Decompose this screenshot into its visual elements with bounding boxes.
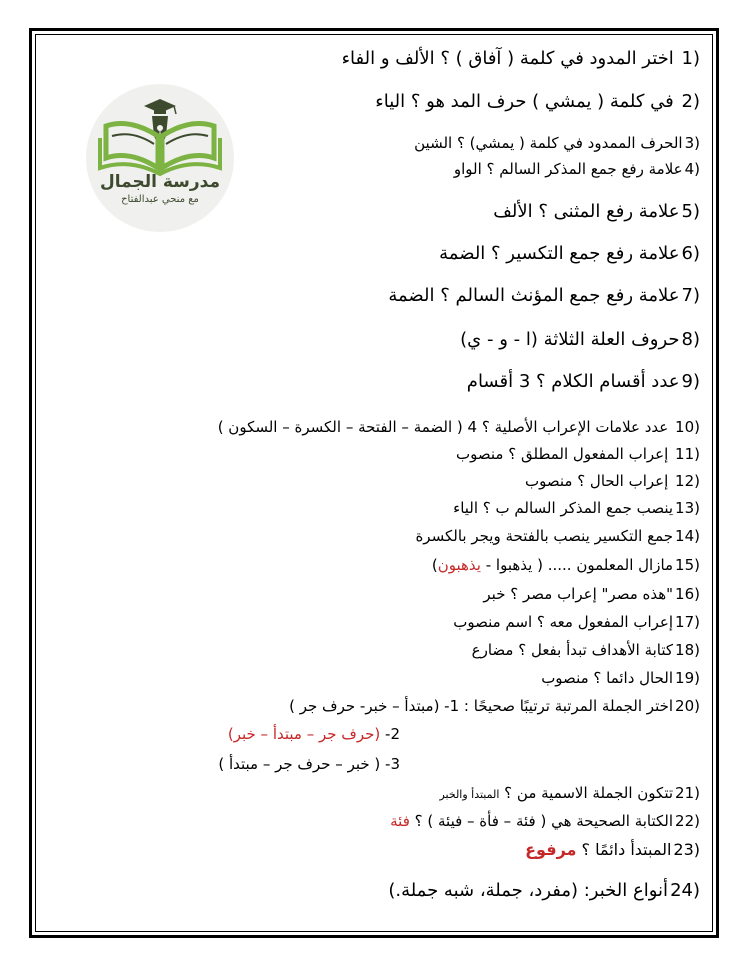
logo-subtitle: مع منحي عبدالفتاح [121, 194, 199, 205]
list-item: 5)علامة رفع المثنى ؟ الألف [493, 201, 700, 222]
list-item: 11) إعراب المفعول المطلق ؟ منصوب [456, 445, 700, 463]
list-item: 18)كتابة الأهداف تبدأ بفعل ؟ مضارع [471, 641, 700, 659]
list-item: 16)"هذه مصر" إعراب مصر ؟ خبر [483, 585, 700, 603]
list-item: 4)علامة رفع جمع المذكر السالم ؟ الواو [453, 160, 700, 178]
answer-text: المبتدأ والخبر [439, 788, 500, 801]
list-item: 2) في كلمة ( يمشي ) حرف المد هو ؟ الياء [375, 91, 700, 112]
list-item: 15)مازال المعلمون ..... ( يذهبوا - يذهبون) [431, 556, 700, 574]
list-item: 6)علامة رفع جمع التكسير ؟ الضمة [439, 243, 700, 264]
answer-text: (حرف جر – مبتدأ – خبر) [227, 725, 381, 743]
list-item-option: 3- ( خبر – حرف جر – مبتدأ ) [218, 755, 400, 773]
list-item: 10) عدد علامات الإعراب الأصلية ؟ 4 ( الضمة – الفتحة – الكسرة – السكون ) [217, 418, 700, 436]
list-item: 24)أنواع الخبر: (مفرد، جملة، شبه جملة.) [388, 880, 700, 901]
book-pen-icon [86, 84, 234, 232]
school-logo [86, 84, 234, 232]
answer-text: يذهبون [437, 556, 481, 574]
list-item: 9)عدد أقسام الكلام ؟ 3 أقسام [466, 371, 700, 392]
list-item: 22)الكتابة الصحيحة هي ( فئة – فأة – فيئة ) ؟ فئة [390, 812, 700, 830]
list-item: 23)المبتدأ دائمًا ؟ مرفوع [525, 840, 700, 859]
logo-title: مدرسة الجمال [99, 172, 221, 192]
list-item-option: 2- (حرف جر – مبتدأ – خبر) [227, 725, 400, 743]
list-item: 7)علامة رفع جمع المؤنث السالم ؟ الضمة [388, 285, 700, 306]
answer-text: مرفوع [525, 840, 577, 859]
list-item: 1) اختر المدود في كلمة ( آفاق ) ؟ الألف و الفاء [341, 48, 700, 69]
list-item: 8)حروف العلة الثلاثة (ا - و - ي) [460, 329, 700, 350]
list-item: 3)الحرف الممدود في كلمة ( يمشي) ؟ الشين [414, 134, 700, 152]
list-item: 13)ينصب جمع المذكر السالم ب ؟ الياء [453, 499, 700, 517]
list-item: 12) إعراب الحال ؟ منصوب [524, 472, 700, 490]
list-item: 20)اختر الجملة المرتبة ترتيبًا صحيحًا : 1- (مبتدأ – خبر- حرف جر ) [289, 697, 700, 715]
list-item: 21)تتكون الجملة الاسمية من ؟ المبتدأ والخبر [439, 784, 700, 802]
list-item: 19)الحال دائما ؟ منصوب [541, 669, 700, 687]
list-item: 17)إعراب المفعول معه ؟ اسم منصوب [453, 613, 700, 631]
answer-text: فئة [390, 812, 410, 830]
list-item: 14)جمع التكسير ينصب بالفتحة ويجر بالكسرة [415, 527, 700, 545]
